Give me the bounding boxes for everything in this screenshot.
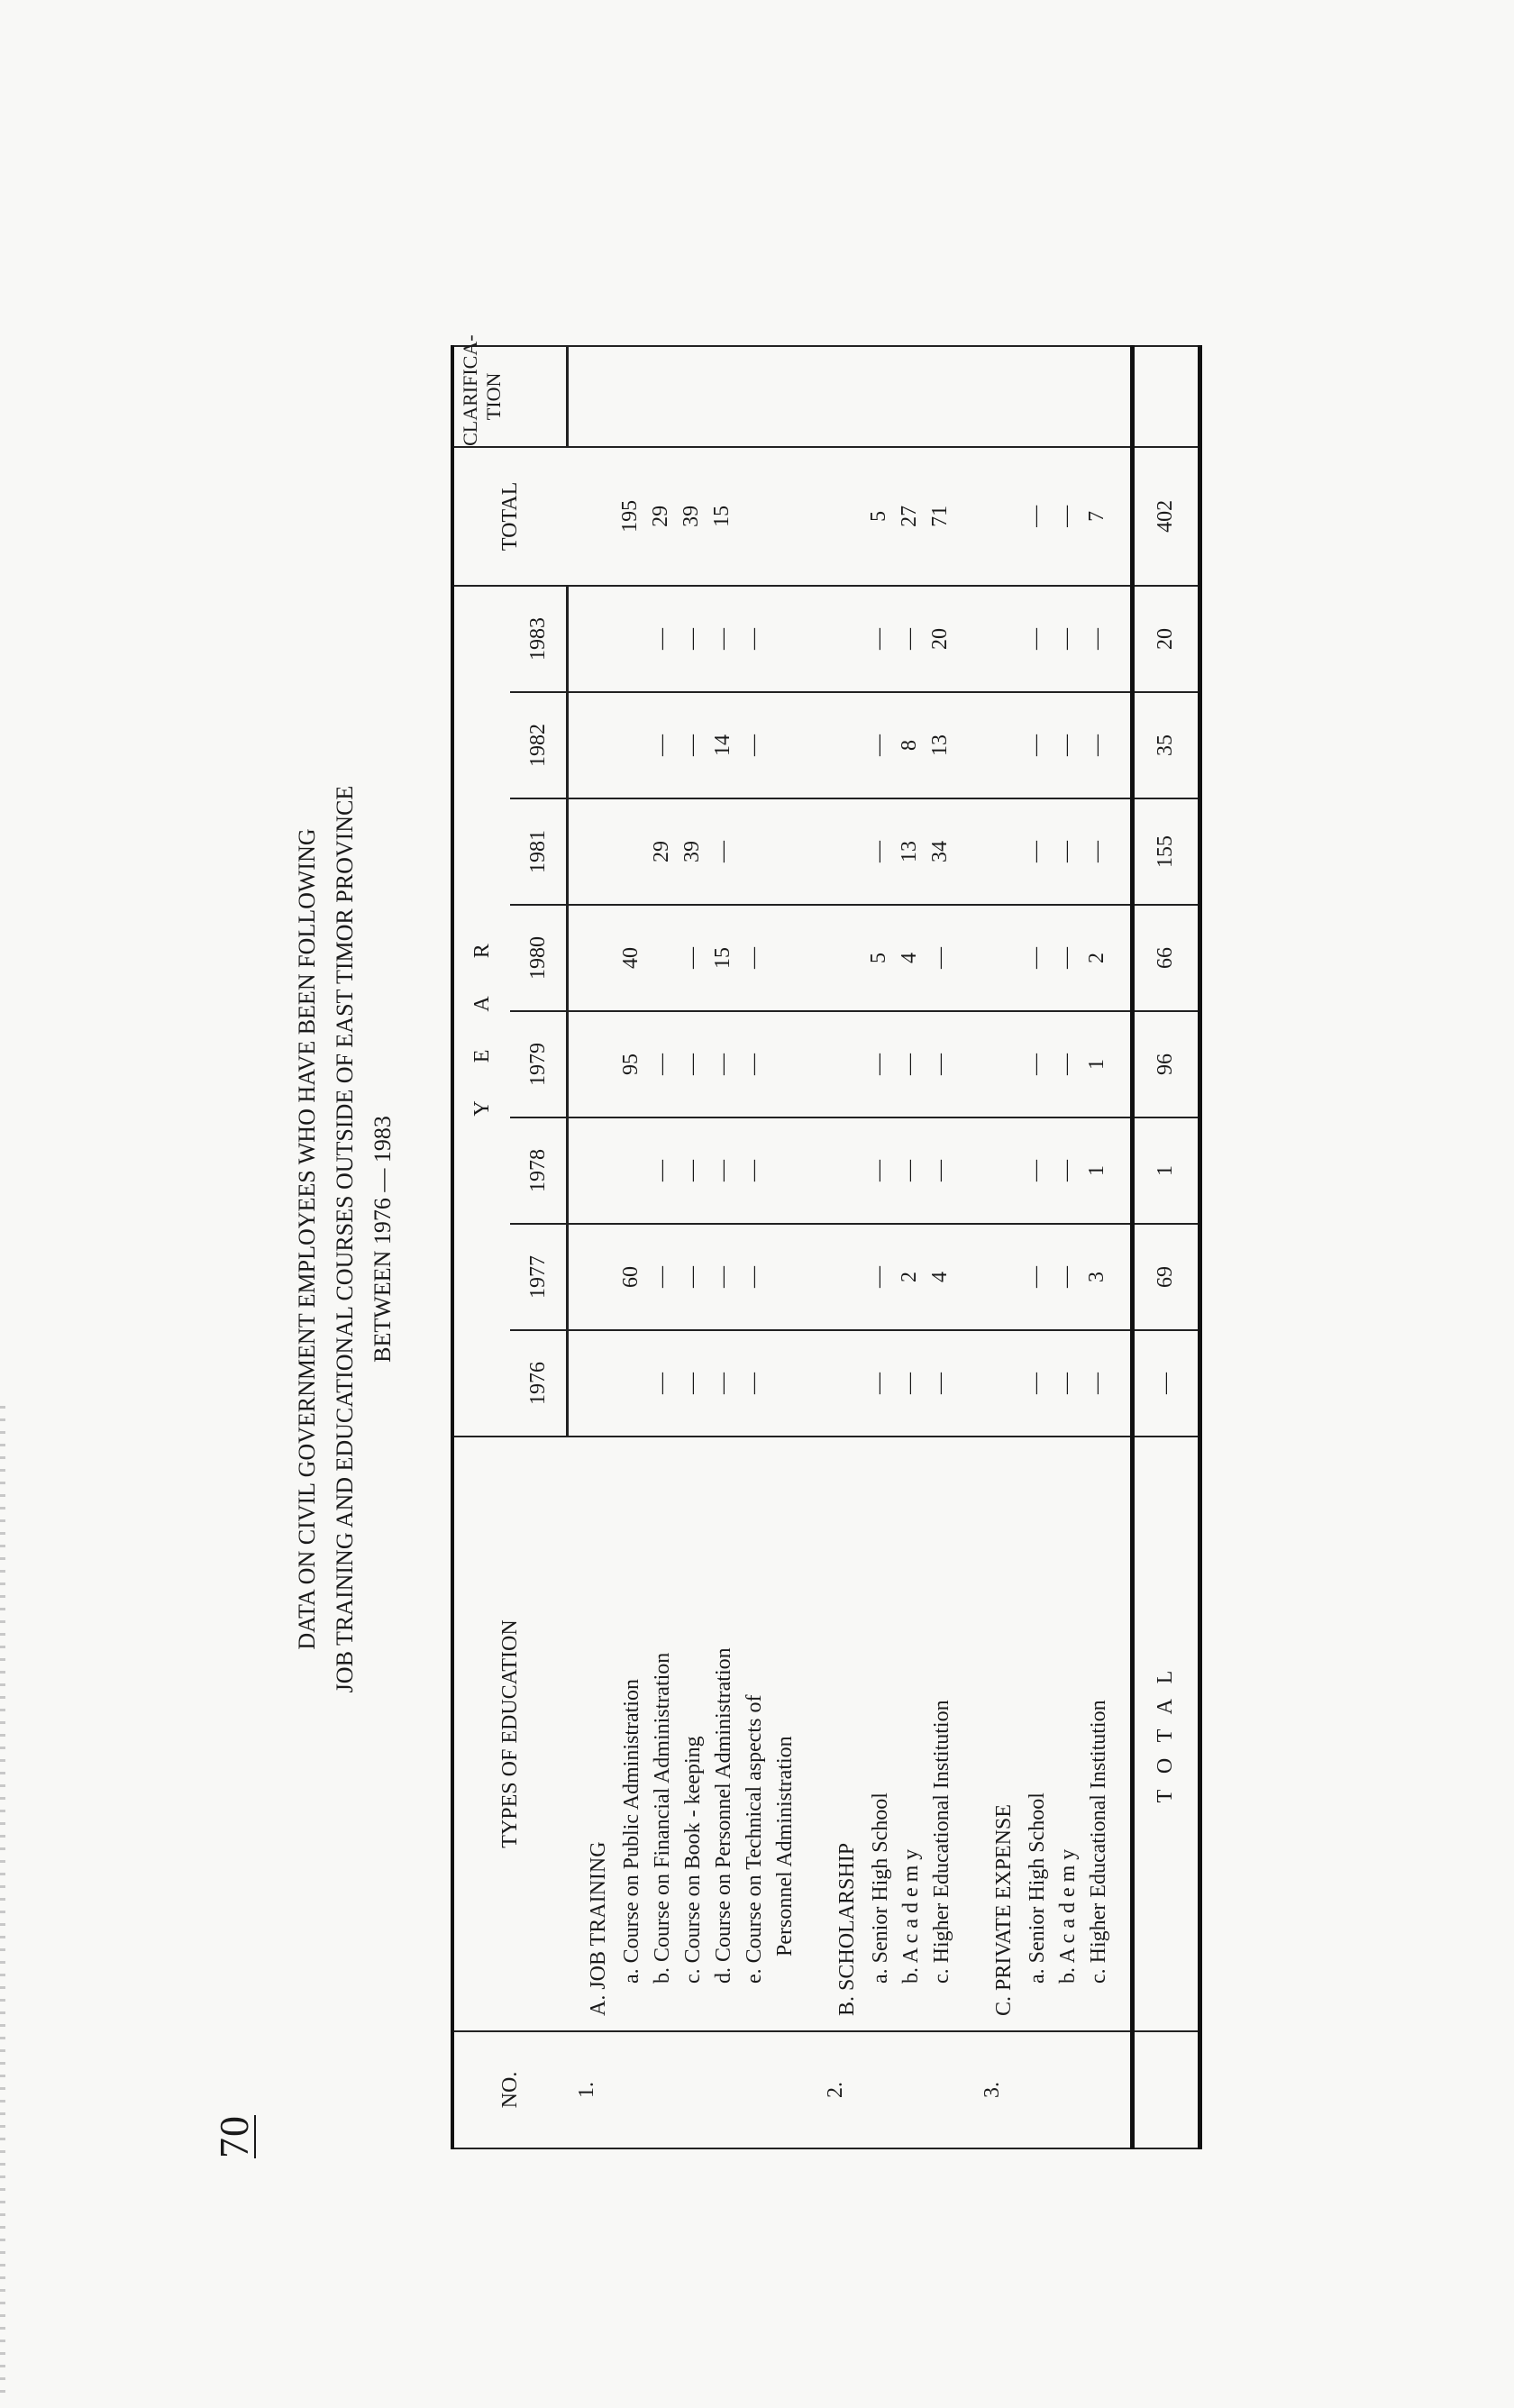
- cell-value: —: [680, 627, 704, 650]
- cell-value: —: [742, 627, 765, 650]
- header-year: 1983: [510, 586, 568, 692]
- education-item-label: c. Higher Educational Institution: [929, 1700, 953, 1984]
- year-value-cell: [568, 798, 816, 905]
- cell-value: 14: [711, 734, 734, 756]
- cell-value: 13: [897, 841, 921, 862]
- scan-edge-marks: [0, 1406, 5, 2397]
- year-value-cell: [816, 586, 973, 692]
- section-number: 3.: [973, 2031, 1133, 2148]
- cell-value: 60: [619, 1266, 643, 1288]
- cell-value: —: [1053, 947, 1078, 969]
- cell-value: 1: [1084, 1165, 1108, 1176]
- header-year: 1981: [510, 798, 568, 905]
- section-title: A. JOB TRAINING: [586, 1841, 610, 2016]
- cell-value: [738, 799, 769, 904]
- cell-value: 1: [1084, 1059, 1108, 1070]
- header-clarification: CLARIFICA-TION: [452, 346, 510, 447]
- section-number: 1.: [568, 2031, 816, 2148]
- row-total-cell: [816, 447, 973, 586]
- cell-value: —: [650, 1160, 673, 1181]
- total-value: 155: [1132, 798, 1199, 905]
- total-value: 66: [1132, 905, 1199, 1011]
- header-year: 1980: [510, 905, 568, 1011]
- total-value: 69: [1132, 1224, 1199, 1330]
- table-header: [452, 334, 568, 2148]
- cell-value: —: [866, 1266, 890, 1288]
- cell-value: —: [1023, 734, 1047, 756]
- cell-value: —: [1084, 734, 1108, 756]
- cell-value: 4: [897, 953, 921, 963]
- cell-value: [616, 693, 646, 798]
- cell-value: —: [897, 627, 921, 650]
- section-types-cell: [973, 1437, 1133, 2031]
- cell-value: —: [866, 1054, 890, 1075]
- cell-value: —: [742, 1373, 765, 1394]
- year-value-cell: [568, 692, 816, 798]
- year-value-cell: [568, 1011, 816, 1117]
- cell-value: —: [680, 1373, 704, 1394]
- cell-value: 5: [866, 953, 890, 963]
- cell-value: —: [1053, 1266, 1078, 1288]
- cell-value: —: [680, 734, 704, 756]
- header-total: TOTAL: [452, 447, 568, 586]
- row-total-value: 71: [927, 505, 952, 527]
- year-value-cell: [816, 1330, 973, 1437]
- total-label: T O T A L: [1132, 1437, 1199, 2031]
- year-value-cell: [816, 905, 973, 1011]
- total-clarification: [1132, 346, 1199, 447]
- year-value-cell: [568, 586, 816, 692]
- year-value-cell: [568, 1330, 816, 1437]
- cell-value: 2: [1084, 953, 1108, 963]
- table-body: [568, 346, 1133, 2148]
- cell-value: —: [927, 947, 952, 969]
- clarification-cell: [816, 346, 973, 447]
- cell-value: —: [650, 1054, 673, 1075]
- education-item-label: c. Course on Book - keeping: [680, 1736, 705, 1984]
- cell-value: 39: [680, 841, 704, 862]
- cell-value: —: [742, 947, 765, 969]
- cell-value: —: [1023, 627, 1047, 650]
- cell-value: —: [650, 1373, 673, 1394]
- cell-value: —: [866, 1373, 890, 1394]
- education-item-label: a. Senior High School: [868, 1792, 892, 1984]
- cell-value: [646, 906, 677, 1010]
- cell-value: 13: [927, 734, 952, 756]
- title-line-1: DATA ON CIVIL GOVERNMENT EMPLOYEES WHO HAVE BEEN FOLLOWING: [294, 828, 320, 1650]
- year-value-cell: [973, 1011, 1133, 1117]
- cell-value: [616, 1331, 646, 1436]
- cell-value: 29: [650, 841, 673, 862]
- cell-value: 34: [927, 841, 952, 862]
- page-number: 70: [211, 2115, 257, 2158]
- year-value-cell: [816, 798, 973, 905]
- year-value-cell: [973, 1117, 1133, 1224]
- year-value-cell: [568, 1224, 816, 1330]
- year-value-cell: [568, 905, 816, 1011]
- cell-value: —: [711, 1373, 734, 1394]
- total-row: [1132, 346, 1199, 2148]
- cell-value: —: [866, 1160, 890, 1181]
- cell-value: —: [1023, 1054, 1047, 1075]
- header-year: 1982: [510, 692, 568, 798]
- cell-value: —: [742, 1160, 765, 1181]
- year-value-cell: [816, 1011, 973, 1117]
- education-item-label: a. Course on Public Administration: [619, 1679, 643, 1984]
- total-value: 96: [1132, 1011, 1199, 1117]
- rotated-table-page: [288, 293, 1424, 2185]
- row-total-value: —: [1053, 505, 1078, 527]
- education-item-label-continued: Personnel Administration: [772, 1736, 797, 1957]
- row-total-value: 5: [866, 510, 890, 522]
- cell-value: —: [1084, 627, 1108, 650]
- year-value-cell: [973, 1224, 1133, 1330]
- cell-value: —: [897, 1054, 921, 1075]
- education-item-label: e. Course on Technical aspects of: [742, 1694, 766, 1984]
- education-item-label: b. A c a d e m y: [1055, 1848, 1080, 1984]
- cell-value: —: [680, 1054, 704, 1075]
- row-total-cell: [568, 447, 816, 586]
- cell-value: —: [927, 1373, 952, 1394]
- cell-value: —: [1053, 1373, 1078, 1394]
- cell-value: —: [650, 1266, 673, 1288]
- cell-value: —: [711, 627, 734, 650]
- cell-value: —: [680, 947, 704, 969]
- education-item-label: c. Higher Educational Institution: [1086, 1700, 1110, 1984]
- education-item-label: b. A c a d e m y: [898, 1848, 923, 1984]
- year-value-cell: [816, 1117, 973, 1224]
- cell-value: —: [1084, 1373, 1108, 1394]
- cell-value: —: [1053, 1160, 1078, 1181]
- cell-value: —: [1053, 1054, 1078, 1075]
- cell-value: 2: [897, 1272, 921, 1282]
- header-types: TYPES OF EDUCATION: [452, 1437, 568, 2031]
- grand-total: 402: [1132, 447, 1199, 586]
- cell-value: [616, 1118, 646, 1223]
- section-title: C. PRIVATE EXPENSE: [991, 1804, 1016, 2016]
- cell-value: 95: [619, 1054, 643, 1075]
- cell-value: [616, 799, 646, 904]
- cell-value: —: [1053, 734, 1078, 756]
- header-year: 1978: [510, 1117, 568, 1224]
- cell-value: 3: [1084, 1272, 1108, 1282]
- cell-value: —: [650, 734, 673, 756]
- cell-value: —: [680, 1160, 704, 1181]
- cell-value: —: [711, 841, 734, 862]
- row-total-value: 7: [1084, 510, 1108, 522]
- cell-value: —: [742, 1054, 765, 1075]
- clarification-cell: [973, 346, 1133, 447]
- section-number: 2.: [816, 2031, 973, 2148]
- section-title: B. SCHOLARSHIP: [835, 1842, 859, 2016]
- year-value-cell: [973, 1330, 1133, 1437]
- education-item-label: d. Course on Personnel Administration: [711, 1647, 735, 1984]
- row-total-cell: [973, 447, 1133, 586]
- cell-value: —: [927, 1054, 952, 1075]
- total-no-cell: [1132, 2031, 1199, 2148]
- header-no: NO.: [452, 2031, 568, 2148]
- section-row: [973, 346, 1133, 2148]
- year-value-cell: [816, 1224, 973, 1330]
- row-total-value: 29: [648, 505, 672, 527]
- cell-value: —: [866, 734, 890, 756]
- cell-value: —: [711, 1160, 734, 1181]
- title-line-3: BETWEEN 1976 — 1983: [369, 1116, 396, 1363]
- total-value: 20: [1132, 586, 1199, 692]
- section-types-cell: [568, 1437, 816, 2031]
- header-year: 1977: [510, 1224, 568, 1330]
- row-total-value: 195: [617, 499, 642, 533]
- cell-value: —: [1023, 1266, 1047, 1288]
- cell-value: —: [866, 627, 890, 650]
- document-title: [288, 293, 402, 2185]
- cell-value: —: [897, 1160, 921, 1181]
- row-total-value: 15: [709, 505, 734, 527]
- row-total-value: 39: [679, 505, 703, 527]
- cell-value: —: [742, 1266, 765, 1288]
- cell-value: —: [866, 841, 890, 862]
- year-value-cell: [973, 905, 1133, 1011]
- table-footer: [1132, 346, 1199, 2148]
- cell-value: —: [711, 1266, 734, 1288]
- year-value-cell: [816, 692, 973, 798]
- header-year: 1976: [510, 1330, 568, 1437]
- header-year-group: YEAR: [452, 586, 510, 1437]
- cell-value: —: [897, 1373, 921, 1394]
- cell-value: —: [1023, 1160, 1047, 1181]
- education-data-table: [451, 334, 1202, 2149]
- row-total-value: [737, 448, 768, 585]
- total-value: —: [1132, 1330, 1199, 1437]
- header-year: 1979: [510, 1011, 568, 1117]
- cell-value: —: [650, 627, 673, 650]
- cell-value: —: [1023, 1373, 1047, 1394]
- cell-value: 8: [897, 740, 921, 751]
- cell-value: —: [1084, 841, 1108, 862]
- cell-value: 40: [619, 947, 643, 969]
- year-value-cell: [973, 798, 1133, 905]
- cell-value: —: [742, 734, 765, 756]
- year-value-cell: [973, 692, 1133, 798]
- section-row: [568, 346, 816, 2148]
- cell-value: 15: [711, 947, 734, 969]
- cell-value: [616, 587, 646, 691]
- row-total-value: 27: [897, 505, 921, 527]
- cell-value: —: [711, 1054, 734, 1075]
- cell-value: —: [1023, 947, 1047, 969]
- row-total-value: —: [1023, 505, 1047, 527]
- cell-value: 20: [927, 627, 952, 650]
- year-value-cell: [568, 1117, 816, 1224]
- cell-value: 4: [927, 1272, 952, 1282]
- cell-value: —: [1053, 627, 1078, 650]
- cell-value: —: [1023, 841, 1047, 862]
- header-clarification-blank: [510, 346, 568, 447]
- clarification-cell: [568, 346, 816, 447]
- total-value: 35: [1132, 692, 1199, 798]
- cell-value: —: [680, 1266, 704, 1288]
- education-item-label: a. Senior High School: [1025, 1792, 1049, 1984]
- cell-value: —: [927, 1160, 952, 1181]
- title-line-2: JOB TRAINING AND EDUCATIONAL COURSES OUTSIDE OF EAST TIMOR PROVINCE: [332, 785, 358, 1693]
- cell-value: —: [1053, 841, 1078, 862]
- total-value: 1: [1132, 1117, 1199, 1224]
- education-item-label: b. Course on Financial Administration: [650, 1652, 674, 1984]
- year-value-cell: [973, 586, 1133, 692]
- section-row: [816, 346, 973, 2148]
- section-types-cell: [816, 1437, 973, 2031]
